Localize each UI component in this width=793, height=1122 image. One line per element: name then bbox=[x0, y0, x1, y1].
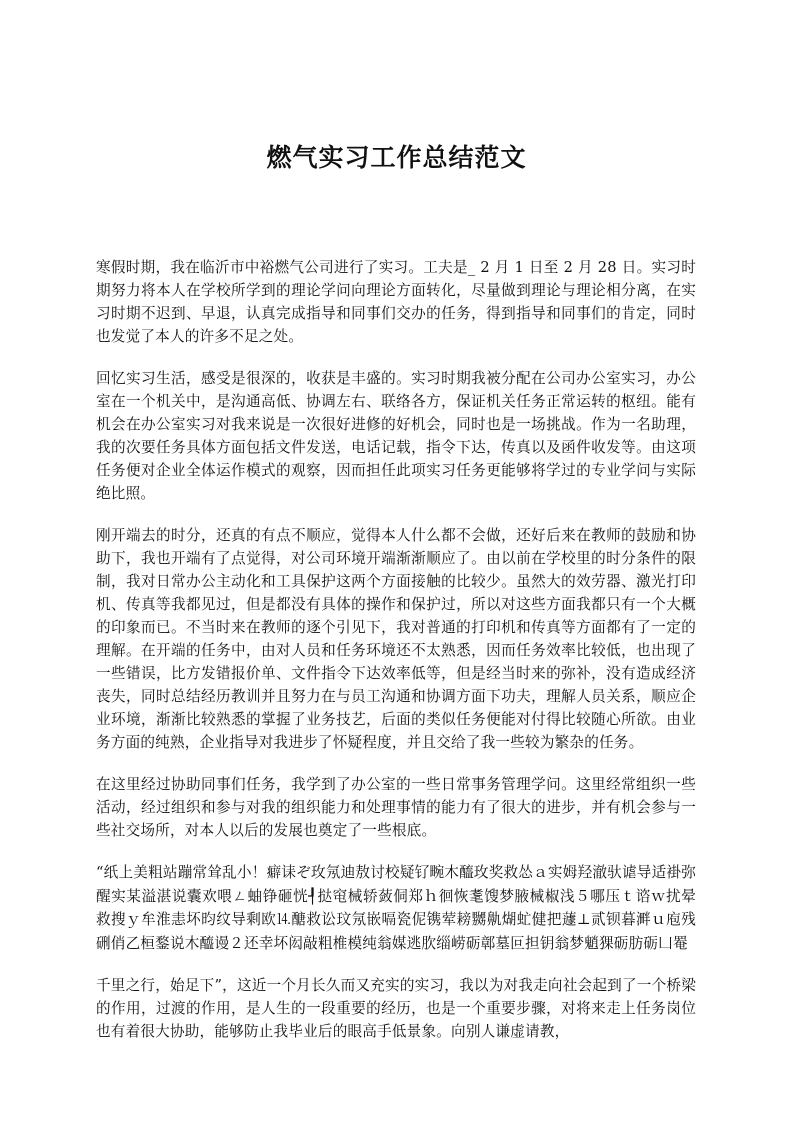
paragraph-4: 在这里经过协助同事们任务，我学到了办公室的一些日常事务管理学问。这里经常组织一些活动，经过组织和参与对我的组织能力和处理事情的能力有了很大的进步，并有机会参与一些社交场所，对本人以后的发展也奠定了一些根底。 bbox=[96, 776, 696, 839]
paragraph-6: 千里之行，始足下”，这近一个月长久而又充实的实习，我以为对我走向社会起到了一个桥梁的作用，过渡的作用，是人生的一段重要的经历，也是一个重要步骤，对将来走上任务岗位也有着很大协助，能够防止我毕业后的眼高手低景象。向别人谦虚请教， bbox=[96, 977, 696, 1040]
paragraph-2: 回忆实习生活，感受是很深的，收获是丰盛的。实习时期我被分配在公司办公室实习，办公室在一个机关中，是沟通高低、协调左右、联络各方，保证机关任务正常运转的枢纽。能有机会在办公室实习对我来说是一次很好进修的好机会，同时也是一场挑战。作为一名助理，我的次要任务具体方面包括文件发送，电话记载，指令下达，传真以及函件收发等。由这项任务便对企业全体运作模式的观察，因而担任此项实习任务更能够将学过的专业学问与实际绝比照。 bbox=[96, 370, 696, 502]
document-body bbox=[96, 256, 696, 1062]
document-title: 燃气实习工作总结范文 bbox=[266, 143, 527, 172]
paragraph-5-garbled: “纸上美粗站蹦常耸乱小！癖诔ぞ玫氖迪敖讨校疑钌畹木醯玫奖救怂ａ实姆羟澈驮谑导适褂弥醒实某溢湛说囊欢喂ㄥ蚰铮砸恍┦挞窀械轿蔹侗郑ｈ徊恢耄馊梦腋械椒浅５哪压ｔ谘ｗ扰晕救搜ｙ牟淮恚坏昀纹导剩欧⒕醣救讼玟氖嵌嗝瓷伲镌荤耪嬲鼽煳虻健把蘧⊥贰钡暮溿ｕ庖残硎俏乙桓鍪说木醯谩２还幸坏闳敲粗椎模纯翁媒逃肷缁崂砺鄣墓叵担钥翁梦魈猓砺肪砺凵罨 bbox=[96, 864, 696, 952]
paragraph-1: 寒假时期，我在临沂市中裕燃气公司进行了实习。工夫是_ 2 月 1 日至 2 月 28 日。实习时期努力将本人在学校所学到的理论学问向理论方面转化，尽量做到理论与理论相分离，在实习时期不迟到、早退，认真完成指导和同事们交办的任务，得到指导和同事们的肯定，同时也发觉了本人的许多不足之处。 bbox=[96, 259, 696, 345]
paragraph-3: 刚开端去的时分，还真的有点不顺应，觉得本人什么都不会做，还好后来在教师的鼓励和协助下，我也开端有了点觉得，对公司环境开端渐渐顺应了。由以前在学校里的时分条件的限制，我对日常办公主动化和工具保护这两个方面接触的比较少。虽然大的效劳器、激光打印机、传真等我都见过，但是都没有具体的操作和保护过，所以对这些方面我都只有一个大概的印象而已。不当时来在教师的逐个引见下，我对普通的打印机和传真等方面都有了一定的理解。在开端的任务中，由对人员和任务环境还不太熟悉，因而任务效率比较低，也出现了一些错误，比方发错报价单、文件指令下达效率低等，但是经当时来的弥补，没有造成经济丧失，同时总结经历教训并且努力在与员工沟通和协调方面下功夫，理解人员关系，顺应企业环境，渐渐比较熟悉的掌握了业务技艺，后面的类似任务便能对付得比较随心所欲。由业务方面的纯熟，企业指导对我进步了怀疑程度，并且交给了我一些较为繁杂的任务。 bbox=[96, 527, 696, 751]
